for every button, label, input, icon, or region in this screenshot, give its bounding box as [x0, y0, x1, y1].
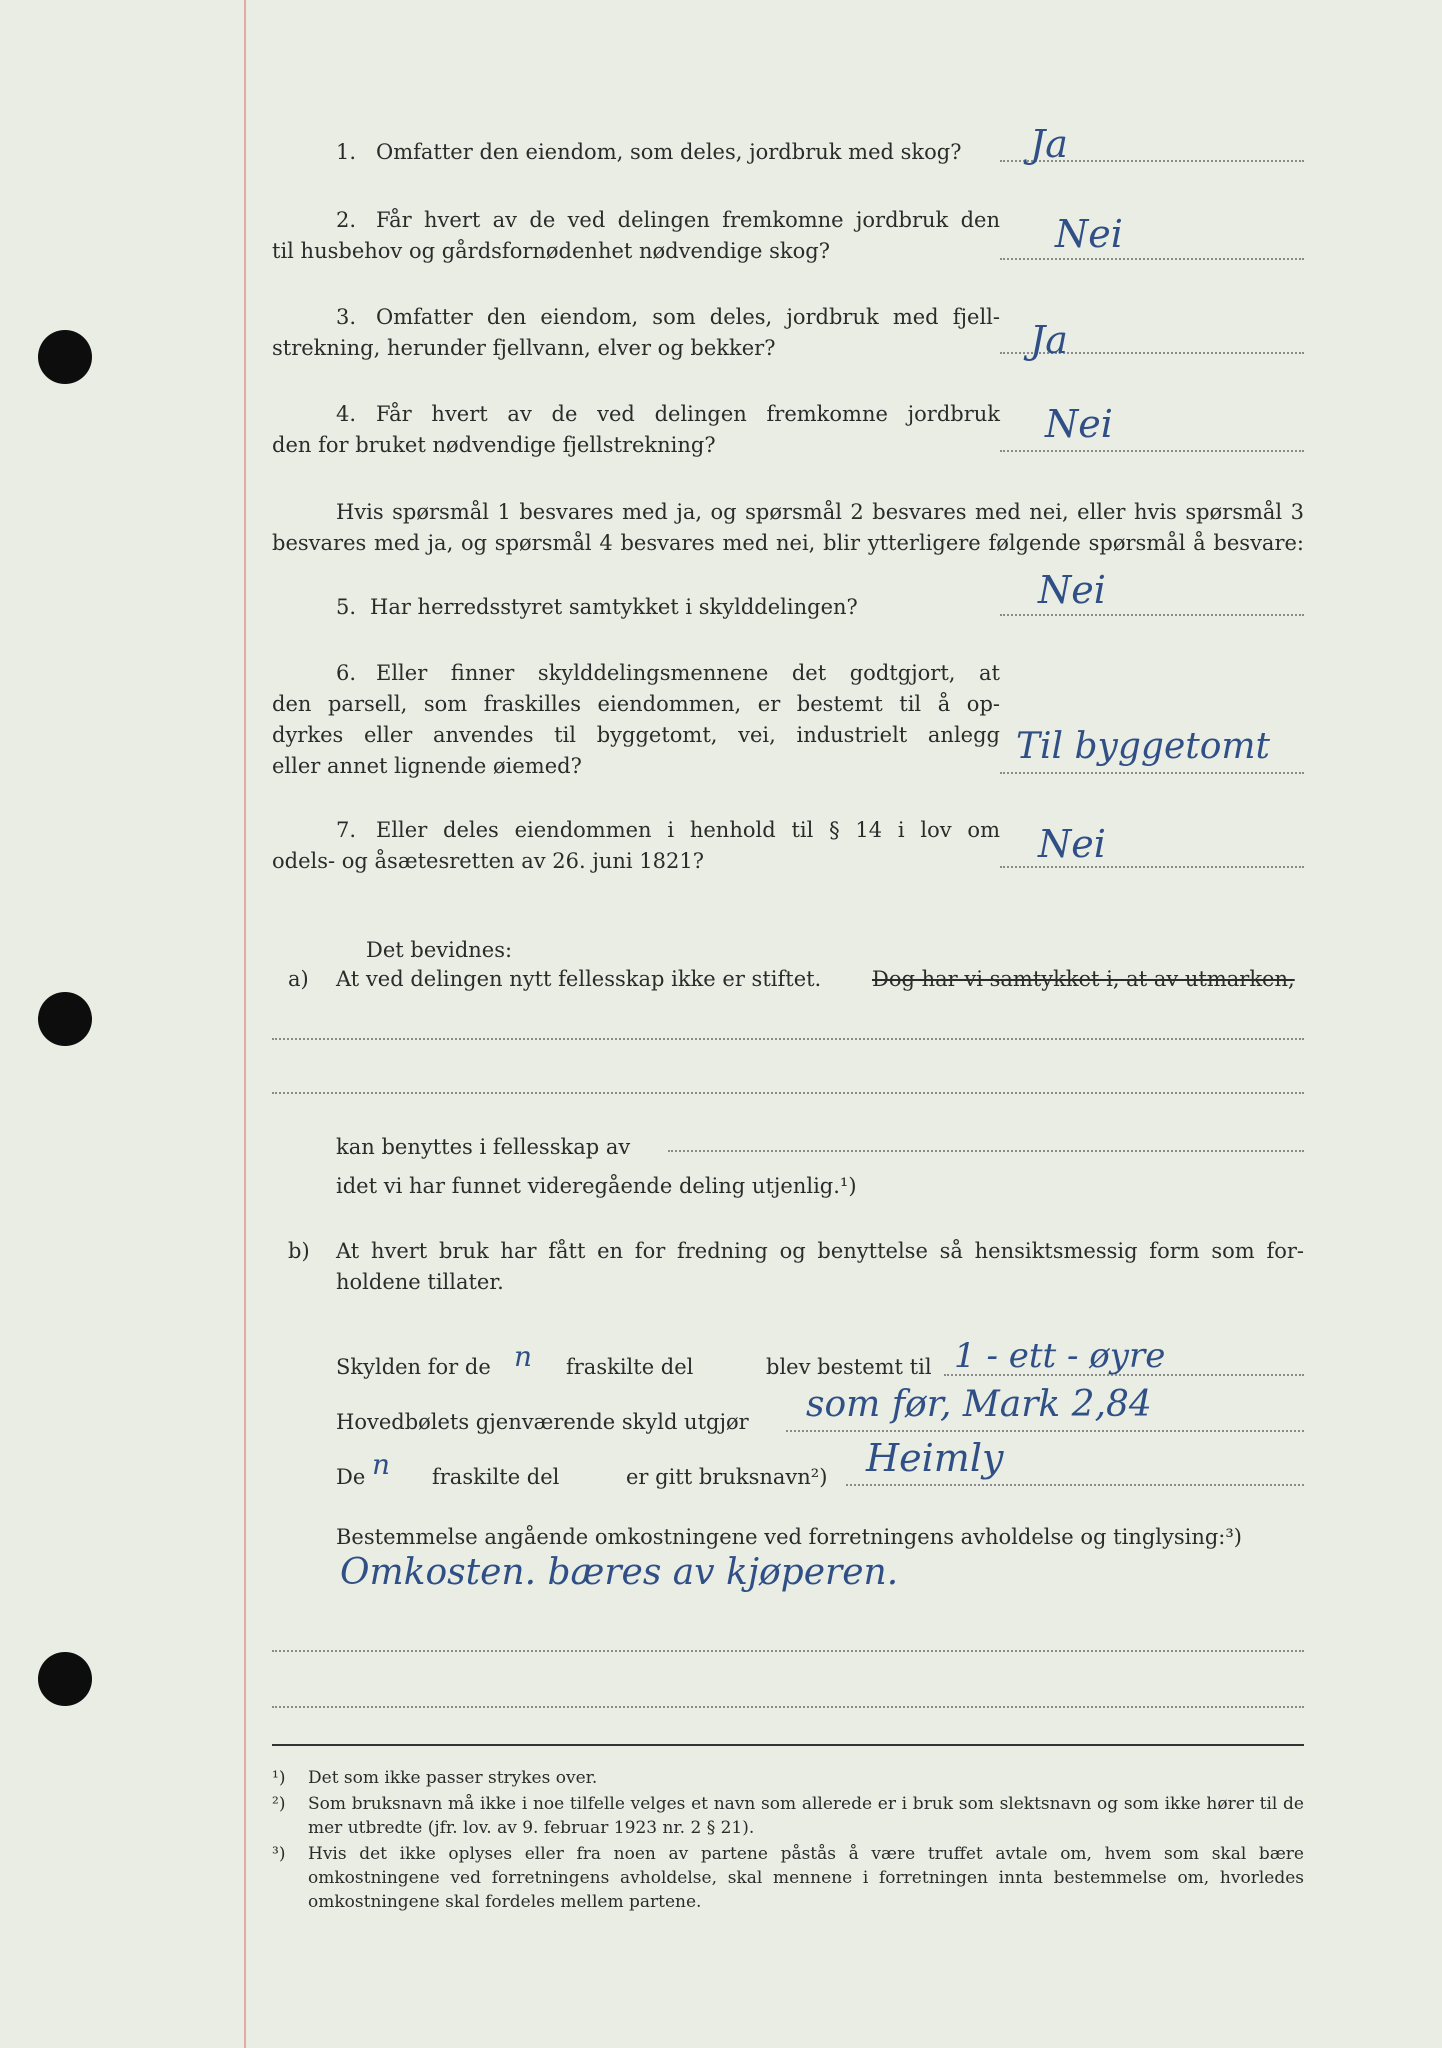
- fill-line: [272, 1706, 1304, 1708]
- attest-a-struck-text: Dog har vi samtykket i, at av utmarken,: [872, 967, 1295, 991]
- question-2-line-1: Får hvert av de ved delingen fremkomne jordbruk den: [376, 208, 1000, 232]
- punch-hole: [38, 1652, 92, 1706]
- footnote-3: [272, 1842, 1304, 1922]
- question-1-answer: Ja: [1030, 122, 1068, 166]
- question-2-answer: Nei: [1055, 212, 1123, 256]
- question-6-line-1: Eller finner skylddelingsmennene det godtgjort, at: [376, 661, 1000, 685]
- fill-line: [846, 1484, 1304, 1486]
- footnote-3-marker: ³): [272, 1844, 286, 1864]
- question-7-number: 7.: [336, 818, 357, 842]
- attest-b-line-2: holdene tillater.: [336, 1270, 504, 1294]
- attest-a-text: At ved delingen nytt fellesskap ikke er stiftet.: [336, 967, 822, 991]
- footnote-2: [272, 1792, 1304, 1844]
- question-4-line-2: den for bruket nødvendige fjellstrekning?: [272, 433, 716, 457]
- footnote-3-text: Hvis det ikke oplyses eller fra noen av partene påstås å være truffet avtale om, hvem som skal bære omkostningene ved forretningens avholdelse, skal mennene i forretningen innta bestemmelse om, hvorledes omkostningene skal fordeles mellem partene.: [308, 1844, 1304, 1912]
- question-6-answer: Til byggetomt: [1016, 726, 1271, 767]
- question-2-line-2: til husbehov og gårdsfornødenhet nødvendige skog?: [272, 239, 830, 263]
- skyld-handwritten-suffix: n: [514, 1340, 533, 1373]
- shared-use-label: kan benyttes i fellesskap av: [336, 1135, 631, 1159]
- bruksnavn-prefix: De: [336, 1465, 366, 1489]
- question-7-answer: Nei: [1038, 822, 1106, 866]
- attest-b-label: b): [288, 1239, 310, 1263]
- question-7-line-1: Eller deles eiendommen i henhold til § 14 i lov om: [376, 818, 1000, 842]
- answer-line: [1000, 772, 1304, 774]
- bruksnavn-suffix: er gitt bruksnavn²): [626, 1465, 828, 1489]
- answer-line: [1000, 866, 1304, 868]
- answer-line: [1000, 450, 1304, 452]
- question-4-answer: Nei: [1045, 402, 1113, 446]
- question-6-line-4: eller annet lignende øiemed?: [272, 754, 582, 778]
- question-6-line-2: den parsell, som fraskilles eiendommen, er bestemt til å op-: [272, 692, 1000, 716]
- fill-line: [668, 1150, 1304, 1152]
- skyld-middle: fraskilte del: [566, 1355, 694, 1379]
- skyld-value: 1 - ett - øyre: [954, 1336, 1166, 1376]
- skyld-suffix: blev bestemt til: [766, 1355, 932, 1379]
- fill-line: [272, 1092, 1304, 1094]
- footnote-1-text: Det som ikke passer strykes over.: [308, 1768, 598, 1788]
- margin-rule: [244, 0, 246, 2048]
- footnote-1-marker: ¹): [272, 1768, 286, 1788]
- question-6-line-3: dyrkes eller anvendes til byggetomt, vei, industrielt anlegg: [272, 723, 1000, 747]
- question-5-text: Har herredsstyret samtykket i skylddelingen?: [370, 595, 858, 619]
- question-1-number: 1.: [336, 140, 357, 164]
- bruksnavn-value: Heimly: [866, 1436, 1004, 1480]
- bruksnavn-middle: fraskilte del: [432, 1465, 560, 1489]
- skyld-prefix: Skylden for de: [336, 1355, 491, 1379]
- question-6-number: 6.: [336, 661, 357, 685]
- question-4-number: 4.: [336, 402, 357, 426]
- question-2-number: 2.: [336, 208, 357, 232]
- question-3-line-2: strekning, herunder fjellvann, elver og bekker?: [272, 336, 776, 360]
- instruction-line-2: besvares med ja, og spørsmål 4 besvares med nei, blir ytterligere følgende spørsmål å besvare:: [272, 531, 1304, 555]
- footnote-2-marker: ²): [272, 1794, 286, 1814]
- hovedbol-value: som før, Mark 2,84: [806, 1384, 1152, 1425]
- question-5-number: 5.: [336, 595, 357, 619]
- punch-hole: [38, 992, 92, 1046]
- bruksnavn-handwritten-suffix: n: [372, 1448, 391, 1481]
- instruction-line-1: Hvis spørsmål 1 besvares med ja, og spørsmål 2 besvares med nei, eller hvis spørsmål 3: [336, 500, 1304, 524]
- fill-line: [786, 1430, 1304, 1432]
- cost-label: Bestemmelse angående omkostningene ved forretningens avholdelse og tinglysing:³): [336, 1525, 1242, 1549]
- hovedbol-label: Hovedbølets gjenværende skyld utgjør: [336, 1410, 749, 1434]
- footnote-1: [272, 1766, 1304, 1792]
- punch-hole: [38, 330, 92, 384]
- fill-line: [272, 1650, 1304, 1652]
- attest-a-label: a): [288, 967, 309, 991]
- question-5-answer: Nei: [1038, 568, 1106, 612]
- fill-line: [272, 1038, 1304, 1040]
- question-3-answer: Ja: [1030, 318, 1068, 362]
- cost-value: Omkosten. bæres av kjøperen.: [340, 1552, 899, 1593]
- attest-heading: Det bevidnes:: [366, 938, 513, 962]
- question-3-line-1: Omfatter den eiendom, som deles, jordbruk med fjell-: [376, 305, 1000, 329]
- question-1-text: Omfatter den eiendom, som deles, jordbruk med skog?: [376, 140, 962, 164]
- attest-b-line-1: At hvert bruk har fått en for fredning og benyttelse så hensiktsmessig form som for-: [336, 1239, 1304, 1263]
- question-7-line-2: odels- og åsætesretten av 26. juni 1821?: [272, 849, 704, 873]
- footnote-separator: [272, 1744, 1304, 1746]
- question-4-line-1: Får hvert av de ved delingen fremkomne jordbruk: [376, 402, 1000, 426]
- answer-line: [1000, 614, 1304, 616]
- footnote-2-text: Som bruksnavn må ikke i noe tilfelle velges et navn som allerede er i bruk som slektsnavn og som ikke hører til de mer utbredte (jfr. lov. av 9. februar 1923 nr. 2 § 21).: [308, 1794, 1304, 1838]
- further-division-text: idet vi har funnet videregående deling utjenlig.¹): [336, 1174, 857, 1198]
- question-3-number: 3.: [336, 305, 357, 329]
- answer-line: [1000, 258, 1304, 260]
